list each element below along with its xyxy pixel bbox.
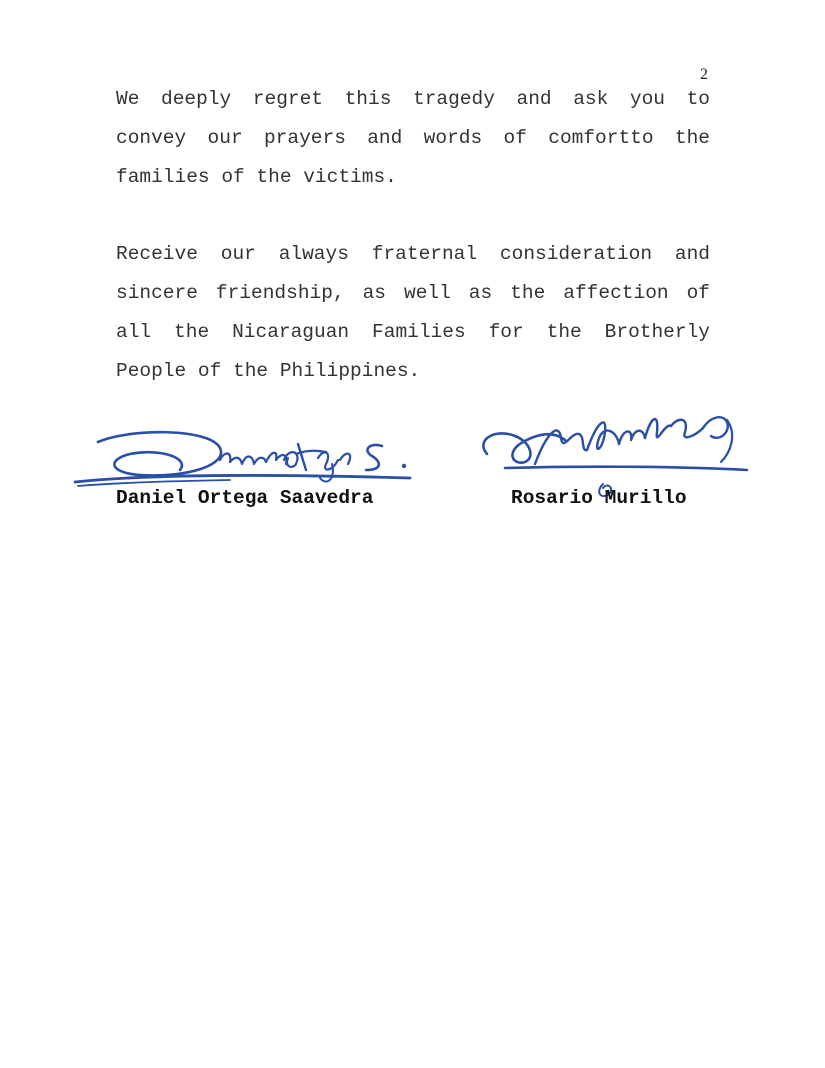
page-number: 2 [700, 66, 708, 83]
signer-name-left: Daniel Ortega Saavedra [116, 487, 374, 509]
signature-rosario-murillo [475, 392, 760, 502]
closing-paragraph-condolence: We deeply regret this tragedy and ask you to convey our prayers and words of comfortto the families of the victims. [116, 88, 710, 188]
signer-name-right: Rosario Murillo [511, 487, 687, 509]
signature-daniel-ortega [70, 420, 420, 495]
closing-paragraph-regards: Receive our always fraternal consideration and sincere friendship, as well as the affection of all the Nicaraguan Families for the Brotherly People of the Philippines. [116, 243, 710, 382]
